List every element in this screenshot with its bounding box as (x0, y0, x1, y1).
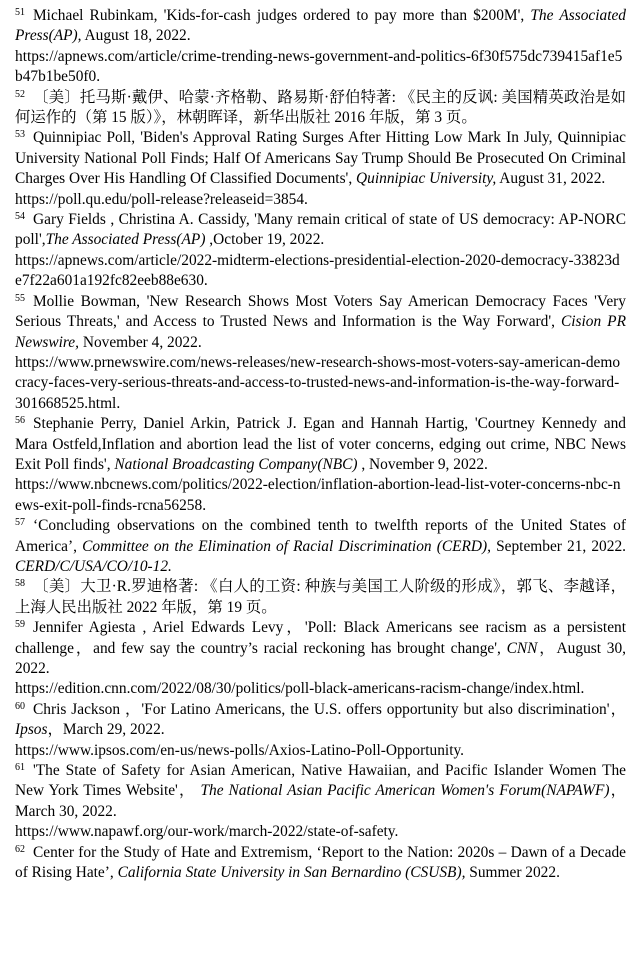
footnote-text-segment: Summer 2022. (465, 864, 560, 882)
footnote-58 (15, 577, 626, 618)
footnote-text (15, 517, 626, 575)
footnote-number: 51 (15, 7, 25, 18)
footnote-text-italic-segment: The National Asian Pacific American Women's Forum(NAPAWF) (200, 782, 610, 800)
footnote-url: https://edition.cnn.com/2022/08/30/politics/poll-black-americans-racism-change/index.html. (15, 680, 585, 698)
footnote-text-segment: Jennifer Agiesta , Ariel Edwards Levy，'Poll: Black Americans see racism as a persistent challenge，and few say the country’s racial reckoning has brought change', (15, 619, 626, 657)
footnote-number: 54 (15, 211, 25, 223)
footnote-number: 60 (15, 700, 25, 712)
footnote-text-segment: Quinnipiac Poll, 'Biden's Approval Rating Surges After Hitting Low Mark In July, Quinnipiac University National Poll Finds; Half Of Americans Say Trump Should Be Prosecuted On Criminal Charges Over His Handling Of Classified Documents', (15, 129, 626, 188)
footnote-text-segment: Center for the Study of Hate and Extremism, ‘Report to the Nation: 2020s – Dawn of a Decade of Rising Hate’, (15, 843, 626, 882)
footnote-60 (15, 700, 626, 761)
footnote-text-italic-segment: The Associated Press(AP), (15, 7, 626, 45)
footnote-text-segment: ，August 30, 2022. (15, 639, 626, 677)
footnote-text-italic-segment: CERD/C/USA/CO/10-12. (15, 557, 172, 575)
footnote-53 (15, 128, 626, 210)
footnote-number: 55 (15, 292, 25, 304)
footnote-text-segment: November 4, 2022. (79, 333, 202, 351)
footnote-text-segment: ，March 30, 2022. (15, 782, 626, 820)
footnote-text-segment: Michael Rubinkam, 'Kids-for-cash judges ordered to pay more than $200M', (33, 7, 531, 24)
footnote-text (15, 7, 626, 44)
footnote-55 (15, 292, 626, 414)
footnote-text-italic-segment: California State University in San Bernardino (CSUSB), (117, 864, 466, 882)
footnote-url: https://poll.qu.edu/poll-release?releaseid=3854. (15, 190, 308, 208)
footnote-text-italic-segment: Cision PR Newswire, (15, 313, 626, 351)
footnote-text-segment: ，March 29, 2022. (47, 721, 165, 739)
footnote-56 (15, 414, 626, 516)
footnote-text (15, 578, 626, 615)
footnote-text (15, 619, 626, 677)
footnote-text (15, 844, 626, 881)
footnote-59 (15, 618, 626, 700)
footnote-text (15, 129, 626, 187)
footnote-number: 52 (15, 88, 25, 100)
footnote-text-segment: Stephanie Perry, Daniel Arkin, Patrick J. Egan and Hannah Hartig, 'Courtney Kennedy and Mara Ostfeld,Inflation and abortion lead the list of voter concerns, edging out crime, NBC News Exit Poll finds', (15, 415, 626, 473)
footnote-61 (15, 761, 626, 843)
footnote-text-segment: 'The State of Safety for Asian American, Native Hawaiian, and Pacific Islander Women The New York Times Website'， (15, 762, 626, 800)
footnote-52 (15, 88, 626, 129)
footnote-text-italic-segment: Committee on the Elimination of Racial Discrimination (CERD), (82, 537, 491, 555)
footnote-text-segment: ‘Concluding observations on the combined tenth to twelfth reports of the United States of America’, (15, 517, 626, 555)
footnote-url: https://apnews.com/article/crime-trending-news-government-and-politics-6f30f575dc739415af1e5b47b1be50f0. (15, 47, 623, 86)
footnote-url: https://apnews.com/article/2022-midterm-elections-presidential-election-2020-democracy-33823de7f22a601a192fc82eeb88e630. (15, 251, 620, 290)
footnote-54 (15, 210, 626, 292)
footnote-text-segment: , November 9, 2022. (357, 455, 488, 473)
footnote-url: https://www.prnewswire.com/news-releases/new-research-shows-most-voters-say-american-democracy-faces-very-serious-threats-and-access-to-trusted-news-and-information-is-the-way-forward-301668525.html. (15, 353, 621, 412)
footnote-url: https://www.napawf.org/our-work/march-2022/state-of-safety. (15, 823, 399, 841)
footnote-text (15, 762, 626, 820)
footnote-text-segment: August 31, 2022. (496, 170, 606, 188)
footnote-number: 59 (15, 619, 25, 631)
footnote-text-italic-segment: The Associated Press(AP) (45, 231, 206, 249)
footnote-text (15, 293, 626, 351)
footnote-number: 58 (15, 578, 25, 590)
footnote-text-segment: August 18, 2022. (81, 27, 191, 45)
footnote-text (15, 701, 626, 738)
footnote-text-segment: September 21, 2022. (490, 537, 626, 555)
footnote-number: 61 (15, 762, 25, 774)
footnote-number: 57 (15, 517, 25, 529)
footnote-text (15, 89, 626, 126)
footnote-57 (15, 516, 626, 577)
footnote-text-italic-segment: National Broadcasting Company(NBC) (114, 455, 358, 473)
footnote-51 (15, 6, 626, 88)
footnote-number: 53 (15, 129, 25, 141)
footnote-url: https://www.ipsos.com/en-us/news-polls/Axios-Latino-Poll-Opportunity. (15, 741, 465, 759)
footnotes-list (15, 6, 626, 883)
footnote-text-segment: ,October 19, 2022. (205, 231, 325, 249)
footnote-text-segment: Gary Fields , Christina A. Cassidy, 'Many remain critical of state of US democracy: AP-NORC poll', (15, 211, 626, 249)
footnote-text-italic-segment: CNN (506, 639, 538, 657)
footnote-text-segment: Mollie Bowman, 'New Research Shows Most Voters Say American Democracy Faces 'Very Serious Threats,' and Access to Trusted News and Information is the Way Forward', (15, 292, 626, 331)
footnote-62 (15, 843, 626, 884)
footnote-number: 56 (15, 415, 25, 427)
footnote-text (15, 211, 626, 248)
footnote-number: 62 (15, 843, 25, 855)
footnote-url: https://www.nbcnews.com/politics/2022-election/inflation-abortion-lead-list-voter-concerns-nbc-news-exit-poll-finds-rcna56258. (15, 476, 621, 514)
footnote-text-segment: Chris Jackson ，'For Latino Americans, the U.S. offers opportunity but also discrimination'， (33, 700, 626, 718)
footnote-text-italic-segment: Ipsos (15, 721, 48, 739)
footnote-text-italic-segment: Quinnipiac University, (356, 170, 497, 188)
footnote-text (15, 415, 626, 473)
footnote-text-segment: 〔美〕大卫·R.罗迪格著: 《白人的工资: 种族与美国工人阶级的形成》，郭飞、李越译，上海人民出版社 2022 年版，第 19 页。 (15, 578, 626, 616)
footnote-text-segment: 〔美〕托马斯·戴伊、哈蒙·齐格勒、路易斯·舒伯特著: 《民主的反讽: 美国精英政治是如何运作的（第 15 版）》，林朝晖译，新华出版社 2016 年版，第 3 页。 (15, 88, 626, 127)
